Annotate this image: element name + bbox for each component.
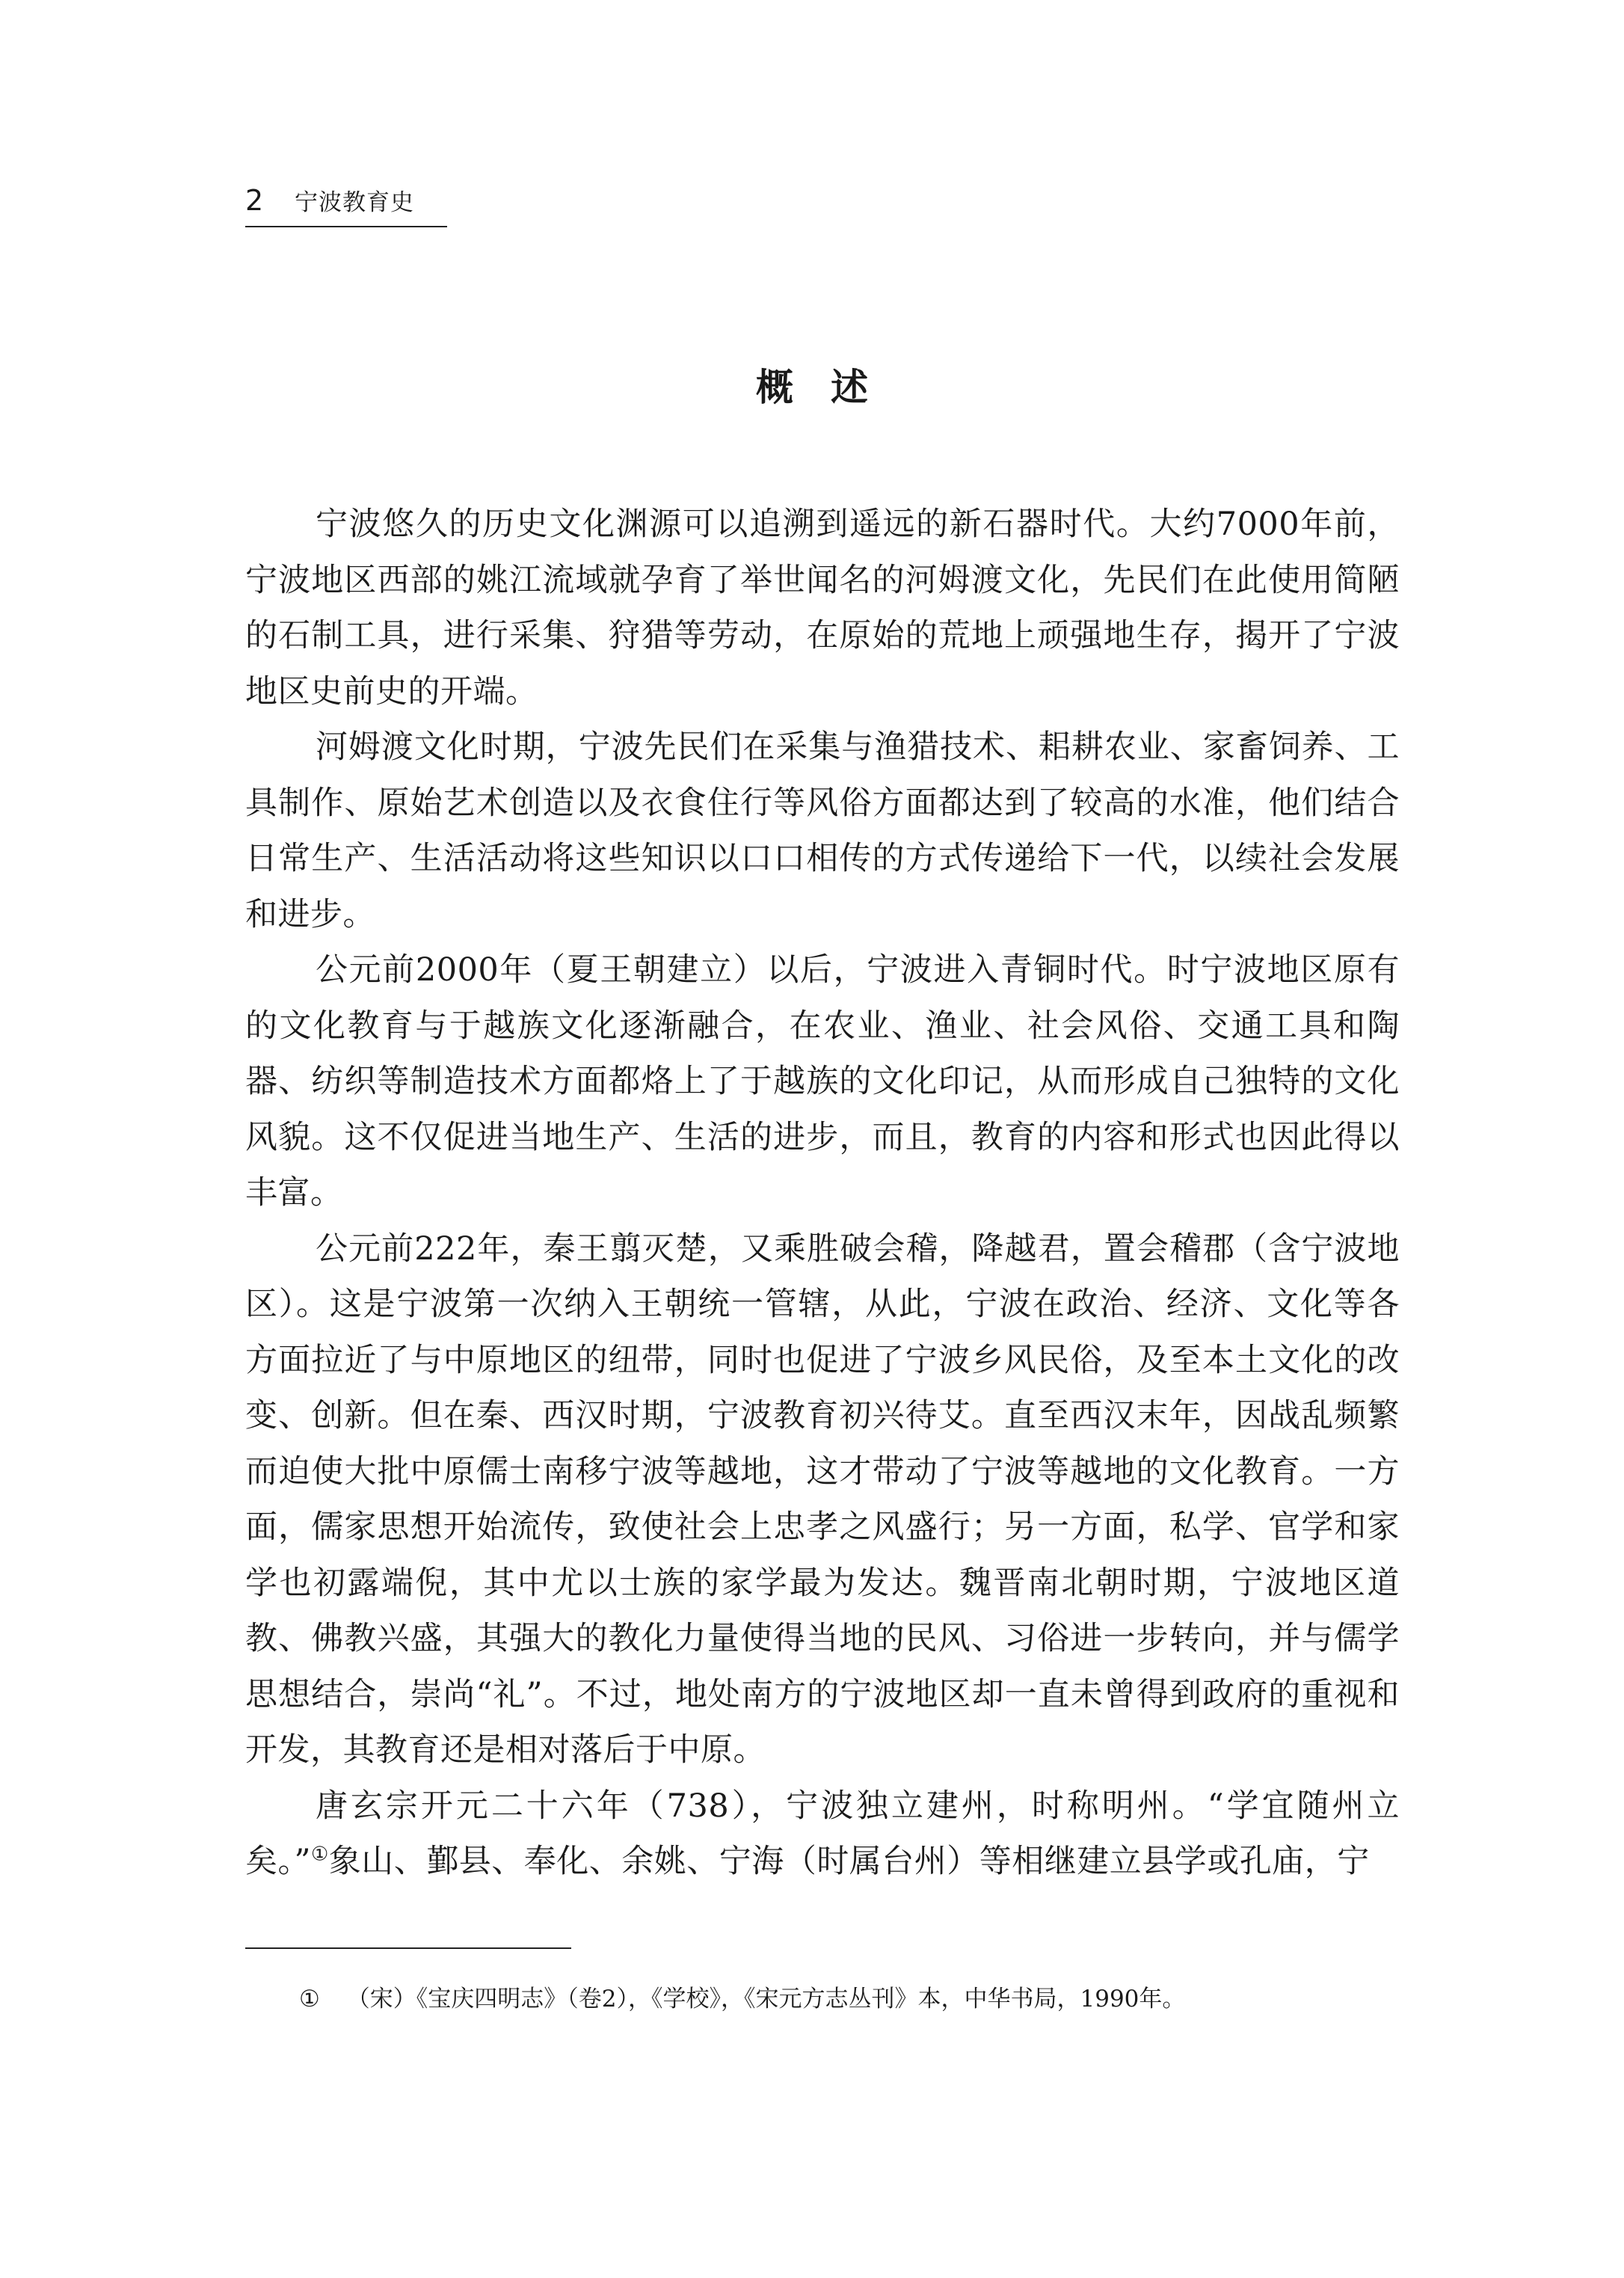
running-header <box>245 179 447 227</box>
paragraph-text: 象山、鄞县、奉化、余姚、宁海（时属台州）等相继建立县学或孔庙，宁 <box>328 1843 1370 1880</box>
running-title: 宁波教育史 <box>295 189 414 216</box>
page-number: 2 <box>245 184 264 217</box>
chapter-title: 概 述 <box>756 366 868 409</box>
footnote-divider <box>245 1947 571 1949</box>
body-text <box>245 497 1400 1890</box>
footnote-text: （宋）《宝庆四明志》（卷2），《学校》，《宋元方志丛刊》本，中华书局，1990年。 <box>346 1986 1186 2013</box>
footnote-mark: ① <box>299 1986 320 2013</box>
paragraph: 公元前222年，秦王翦灭楚，又乘胜破会稽，降越君，置会稽郡（含宁波地区）。这是宁波第一次纳入王朝统一管辖，从此，宁波在政治、经济、文化等各方面拉近了与中原地区的纽带，同时也促进了宁波乡风民俗，及至本土文化的改变、创新。但在秦、西汉时期，宁波教育初兴待艾。直至西汉末年，因战乱频繁而迫使大批中原儒士南移宁波等越地，这才带动了宁波等越地的文化教育。一方面，儒家思想开始流传，致使社会上忠孝之风盛行；另一方面，私学、官学和家学也初露端倪，其中尤以士族的家学最为发达。魏晋南北朝时期，宁波地区道教、佛教兴盛，其强大的教化力量使得当地的民风、习俗进一步转向，并与儒学思想结合，崇尚“礼”。不过，地处南方的宁波地区却一直未曾得到政府的重视和开发，其教育还是相对落后于中原。 <box>245 1229 1400 1769</box>
footnote <box>299 1982 1376 2016</box>
paragraph: 宁波悠久的历史文化渊源可以追溯到遥远的新石器时代。大约7000年前，宁波地区西部的姚江流域就孕育了举世闻名的河姆渡文化，先民们在此使用简陋的石制工具，进行采集、狩猎等劳动，在原始的荒地上顽强地生存，揭开了宁波地区史前史的开端。 <box>245 506 1400 710</box>
paragraph-with-note <box>245 1778 1400 1890</box>
paragraph: 河姆渡文化时期，宁波先民们在采集与渔猎技术、耜耕农业、家畜饲养、工具制作、原始艺术创造以及衣食住行等风俗方面都达到了较高的水准，他们结合日常生产、生活活动将这些知识以口口相传的方式传递给下一代，以续社会发展和进步。 <box>245 728 1400 933</box>
paragraph-text: 唐玄宗开元二十六年（738），宁波独立建州，时称明州。“学宜随州立矣。” <box>245 1787 1400 1880</box>
paragraph: 公元前2000年（夏王朝建立）以后，宁波进入青铜时代。时宁波地区原有的文化教育与于越族文化逐渐融合，在农业、渔业、社会风俗、交通工具和陶器、纺织等制造技术方面都烙上了于越族的文化印记，从而形成自己独特的文化风貌。这不仅促进当地生产、生活的进步，而且，教育的内容和形式也因此得以丰富。 <box>245 951 1400 1212</box>
footnote-reference[interactable]: ① <box>310 1843 329 1866</box>
